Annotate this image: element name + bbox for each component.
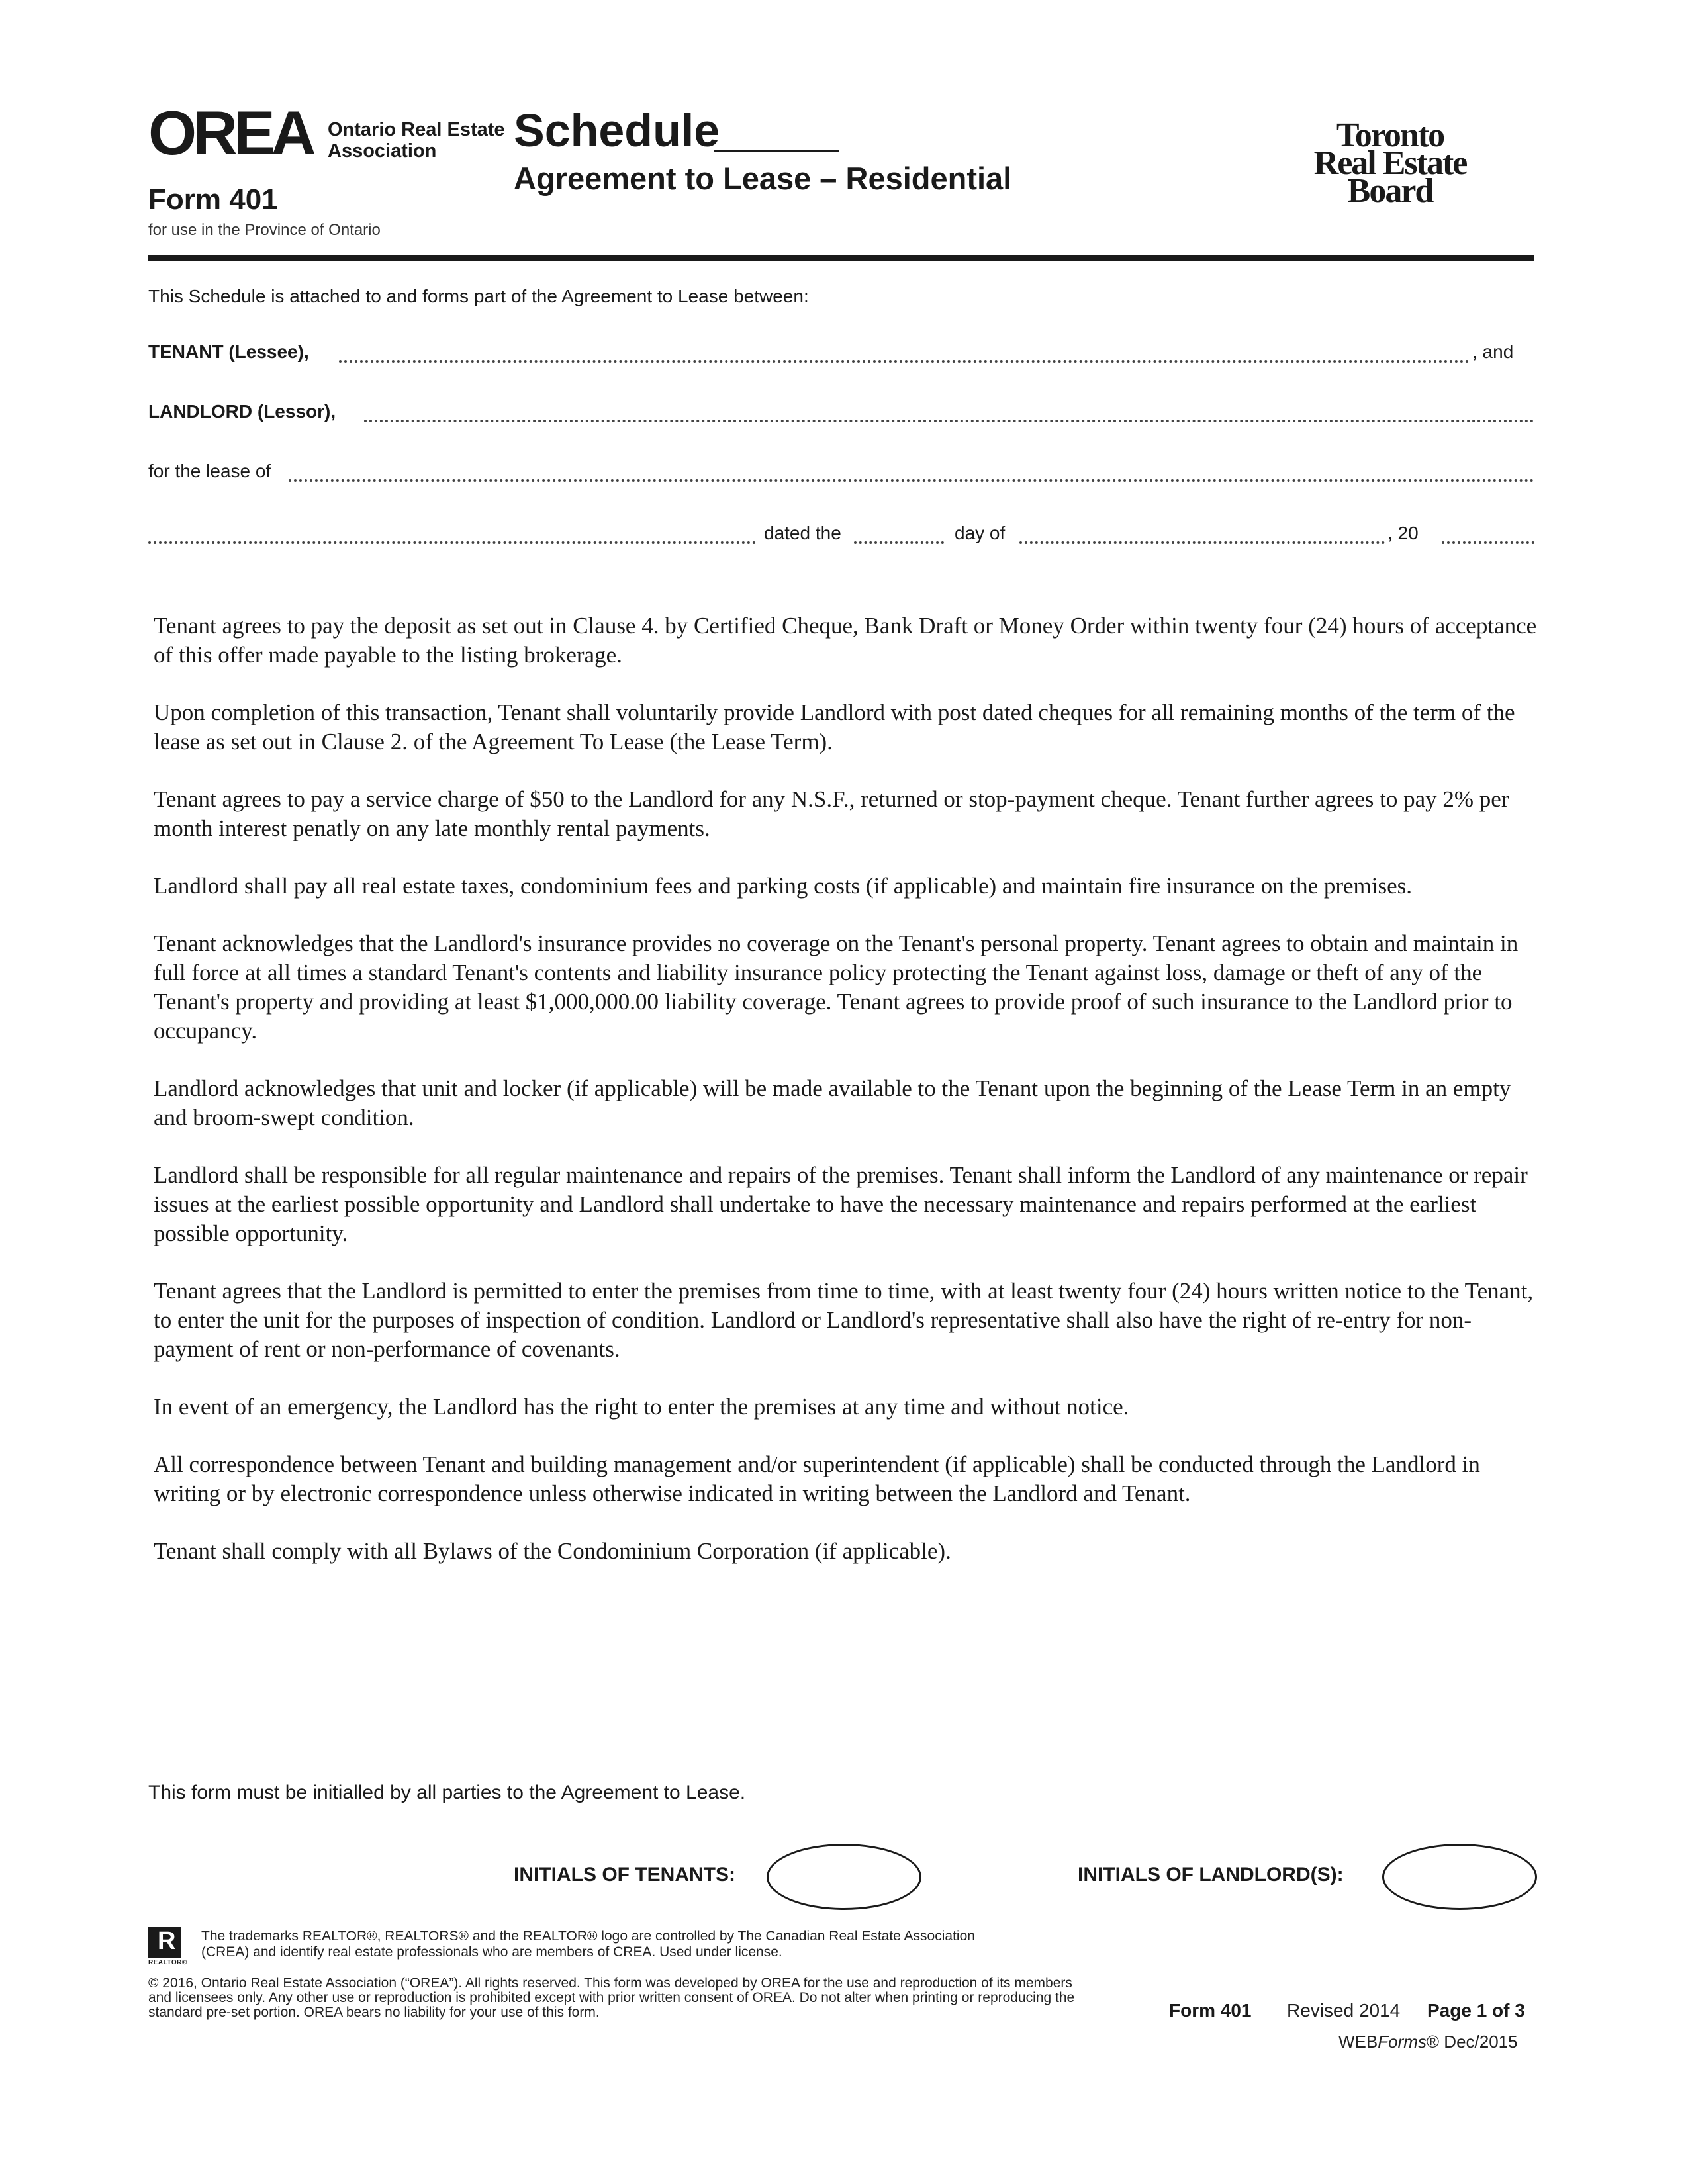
lease-of-label: for the lease of: [148, 461, 271, 481]
tenant-suffix: , and: [1472, 341, 1514, 362]
tenant-field[interactable]: [339, 360, 1470, 363]
initials-landlords-oval[interactable]: [1382, 1844, 1537, 1910]
copyright-notice: © 2016, Ontario Real Estate Association (“OREA”). All rights reserved. This form was developed by OREA for the use and reproduction of its members and licensees only. Any other use or reproduction is prohibited except with prior written consent of OREA. Do not alter when printing or reproducing the standard pre-set portion. OREA bears no liability for your use of this form.: [148, 1976, 1075, 2020]
agreement-title: Agreement to Lease – Residential: [514, 161, 1012, 196]
clause: Tenant agrees to pay a service charge of $50 to the Landlord for any N.S.F., returned or stop-payment cheque. Tenant further agrees to pay 2% per month interest penatly on any late monthly rental payments.: [154, 786, 1509, 841]
schedule-title: Schedule: [514, 105, 720, 156]
clause: Tenant agrees to pay the deposit as set out in Clause 4. by Certified Cheque, Bank Draft or Money Order within twenty four (24) hours of acceptance of this offer made payable to the listing brokerage.: [154, 613, 1537, 668]
trademark-notice: The trademarks REALTOR®, REALTORS® and the REALTOR® logo are controlled by The Canadian Real Estate Association (CREA) and identify real estate professionals who are members of CREA. Used under license.: [201, 1929, 975, 1960]
province-note: for use in the Province of Ontario: [148, 221, 381, 239]
tenant-label: TENANT (Lessee),: [148, 341, 309, 362]
clause: Landlord acknowledges that unit and locker (if applicable) will be made available to the Tenant upon the beginning of the Lease Term in an empty and broom-swept condition.: [154, 1075, 1511, 1130]
realtor-mark: R: [158, 1927, 176, 1955]
dated-the-label: dated the: [764, 523, 841, 543]
intro-text: This Schedule is attached to and forms part of the Agreement to Lease between:: [148, 286, 809, 306]
treb-line-1: Toronto: [1336, 116, 1444, 154]
landlord-field[interactable]: [364, 420, 1534, 422]
year-prefix: , 20: [1387, 523, 1419, 543]
association-name: [328, 119, 505, 161]
year-field[interactable]: [1442, 541, 1534, 544]
header-divider: [148, 255, 1534, 261]
footer-page-number: Page 1 of 3: [1427, 2000, 1525, 2021]
webforms-italic: Forms: [1378, 2032, 1427, 2052]
clause: All correspondence between Tenant and building management and/or superintendent (if applicable) shall be conducted through the Landlord in writing or by electronic correspondence unless otherwise indicated in writing between the Landlord and Tenant.: [154, 1451, 1480, 1506]
clause: In event of an emergency, the Landlord has the right to enter the premises at any time and without notice.: [154, 1394, 1129, 1420]
initials-tenants-oval[interactable]: [767, 1844, 921, 1910]
treb-line-2: Real Estate: [1313, 144, 1467, 182]
association-line-2: Association: [328, 140, 437, 161]
realtor-logo-icon: [148, 1927, 181, 1958]
clause: Upon completion of this transaction, Tenant shall voluntarily provide Landlord with post dated cheques for all remaining months of the term of the lease as set out in Clause 2. of the Agreement To Lease (the Lease Term).: [154, 700, 1515, 754]
clause: Landlord shall pay all real estate taxes, condominium fees and parking costs (if applicable) and maintain fire insurance on the premises.: [154, 873, 1413, 899]
initials-tenants-label: INITIALS OF TENANTS:: [514, 1864, 735, 1886]
webforms-suffix: ® Dec/2015: [1426, 2032, 1518, 2052]
webforms-prefix: WEB: [1338, 2032, 1378, 2052]
clause: Landlord shall be responsible for all regular maintenance and repairs of the premises. Tenant shall inform the Landlord of any maintenance or repair issues at the earliest possible opportunity and Landlord shall undertake to have the necessary maintenance and repairs performed at the earliest possible opportunity.: [154, 1162, 1528, 1246]
lease-of-field[interactable]: [289, 479, 1534, 482]
day-of-label: day of: [955, 523, 1006, 543]
day-field[interactable]: [854, 541, 944, 544]
footer-revised: Revised 2014: [1287, 2000, 1401, 2021]
schedule-number-field[interactable]: [714, 150, 839, 152]
association-line-1: Ontario Real Estate: [328, 119, 505, 140]
initial-notice: This form must be initialled by all parties to the Agreement to Lease.: [148, 1782, 746, 1803]
clause: Tenant shall comply with all Bylaws of the Condominium Corporation (if applicable).: [154, 1538, 951, 1564]
landlord-label: LANDLORD (Lessor),: [148, 401, 336, 422]
orea-logo: OREA: [148, 98, 312, 167]
clause: Tenant acknowledges that the Landlord's insurance provides no coverage on the Tenant's personal property. Tenant agrees to obtain and maintain in full force at all times a standard Tenant's contents and liability insurance policy protecting the Tenant against loss, damage or theft of any of the Tenant's property and providing at least $1,000,000.00 liability coverage. Tenant agrees to provide proof of such insurance to the Landlord prior to occupancy.: [154, 931, 1519, 1044]
initials-landlords-label: INITIALS OF LANDLORD(S):: [1078, 1864, 1344, 1886]
realtor-caption: REALTOR®: [148, 1959, 187, 1966]
treb-line-3: Board: [1347, 172, 1433, 210]
footer-form-number: Form 401: [1169, 2000, 1252, 2021]
address-continued-field[interactable]: [148, 541, 756, 544]
treb-logo: [1284, 116, 1496, 210]
schedule-clauses: [154, 612, 1537, 1594]
form-number: Form 401: [148, 183, 278, 216]
webforms-mark: [1338, 2032, 1518, 2052]
clause: Tenant agrees that the Landlord is permitted to enter the premises from time to time, with at least twenty four (24) hours written notice to the Tenant, to enter the unit for the purposes of inspection of condition. Landlord or Landlord's representative shall also have the right of re-entry for non-payment of rent or non-performance of covenants.: [154, 1278, 1534, 1362]
month-field[interactable]: [1019, 541, 1385, 544]
